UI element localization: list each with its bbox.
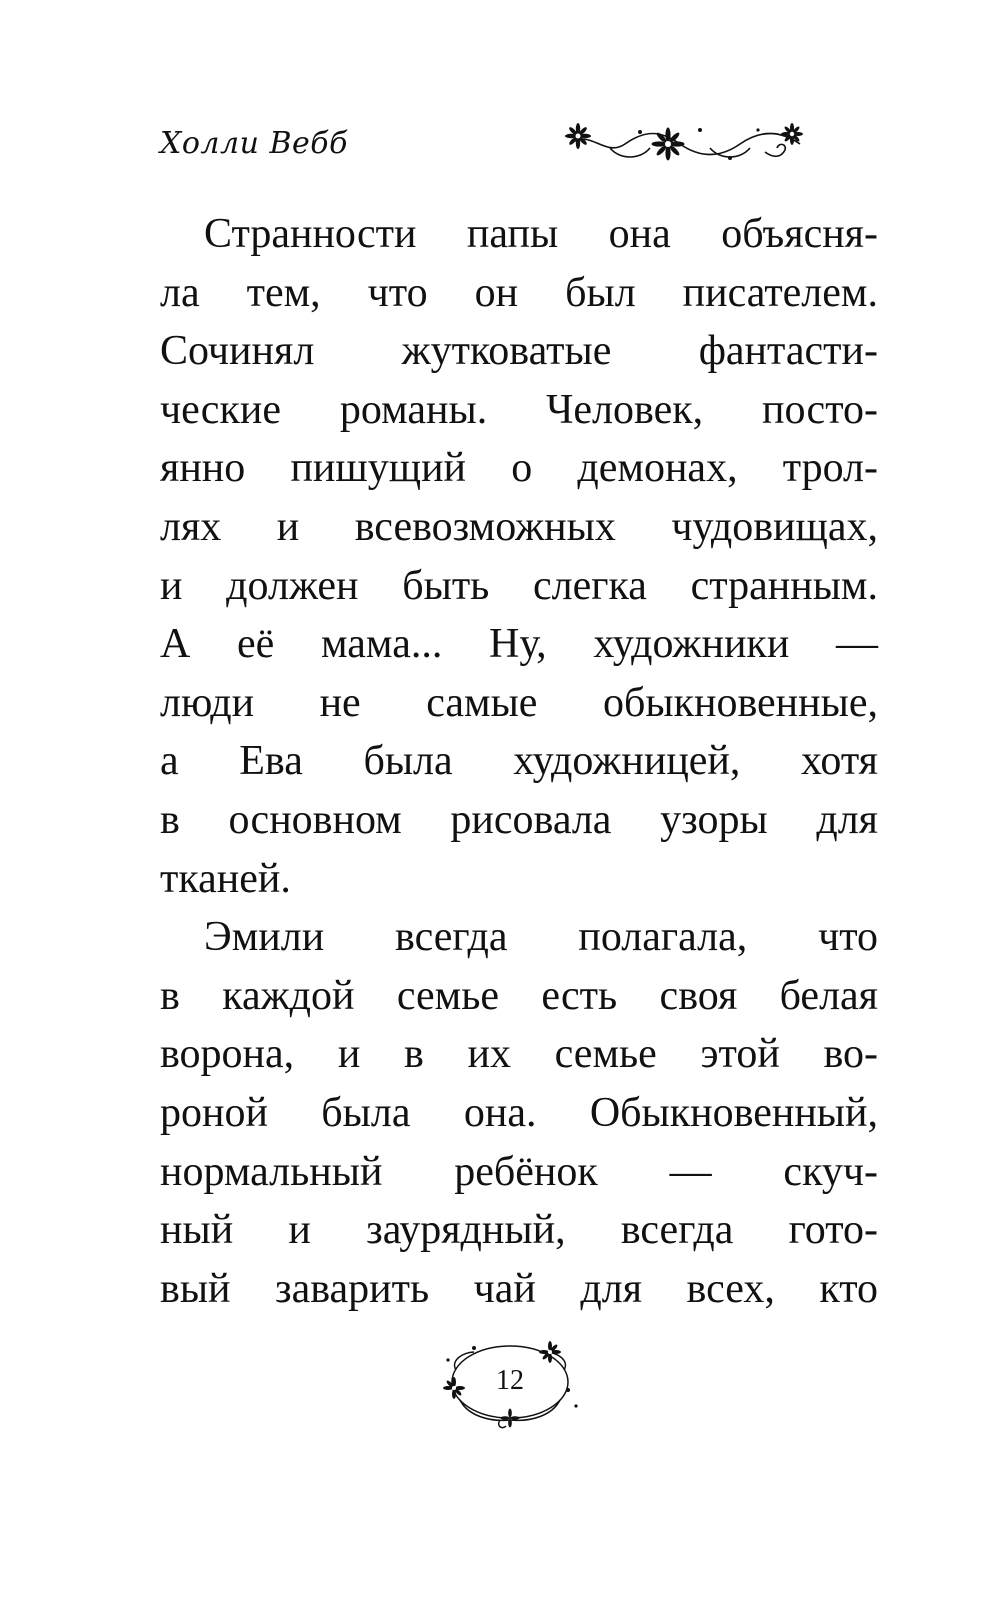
- text-line: люди не самые обыкновенные,: [160, 679, 878, 726]
- text-line: ный и заурядный, всегда гото-: [160, 1207, 878, 1254]
- running-header: [160, 118, 820, 178]
- text-line: а Ева была художницей, хотя: [160, 738, 878, 785]
- body-text: [160, 205, 878, 1318]
- text-line: вый заварить чай для всех, кто: [160, 1265, 878, 1312]
- text-line: А её мама... Ну, художники —: [160, 621, 878, 668]
- text-line: и должен быть слегка странным.: [160, 562, 878, 609]
- text-line: Странности папы она объясня-: [204, 211, 878, 257]
- text-line: тканей.: [160, 855, 291, 902]
- page-footer: [430, 1330, 590, 1430]
- text-line: роной была она. Обыкновенный,: [160, 1089, 878, 1136]
- text-line: Эмили всегда полагала, что: [204, 914, 878, 961]
- text-line: лях и всевозможных чудовищах,: [160, 503, 878, 550]
- page-number: 12: [496, 1365, 524, 1396]
- floral-ribbon-ornament-icon: [550, 118, 820, 168]
- text-line: ла тем, что он был писателем.: [160, 269, 878, 316]
- text-line: Сочинял жутковатые фантасти-: [160, 328, 878, 375]
- text-line: в основном рисовала узоры для: [160, 796, 878, 843]
- running-header-author: Холли Вебб: [160, 126, 348, 161]
- text-line: ворона, и в их семье этой во-: [160, 1031, 878, 1078]
- text-line: в каждой семье есть своя белая: [160, 972, 878, 1019]
- text-line: янно пишущий о демонах, трол-: [160, 445, 878, 492]
- text-line: нормальный ребёнок — скуч-: [160, 1148, 878, 1195]
- text-line: ческие романы. Человек, посто-: [160, 386, 878, 433]
